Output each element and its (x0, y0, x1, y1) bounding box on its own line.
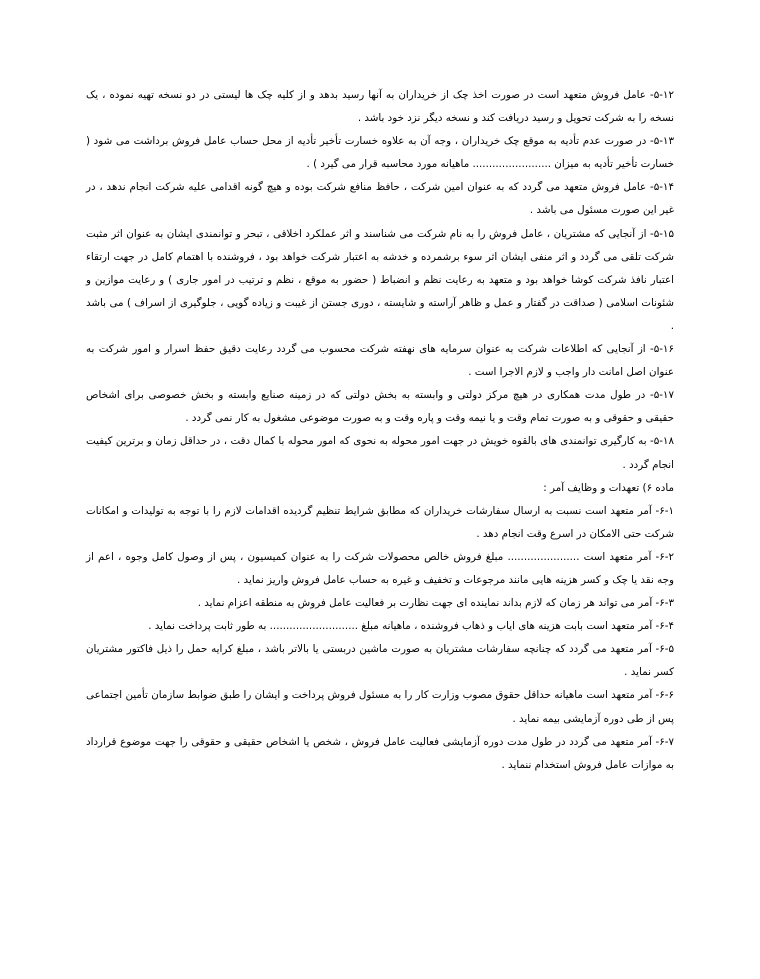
clause-6-7: ۶-۷- آمر متعهد می گردد در طول مدت دوره آزمایشی فعالیت عامل فروش ، شخص یا اشخاص حقیقی و حقوقی را جهت موضوع قرارداد به موازات عامل فروش استخدام ننماید . (86, 735, 674, 771)
article-6-heading: ماده ۶) تعهدات و وظایف آمر : (543, 481, 674, 494)
clause-6-6: ۶-۶- آمر متعهد است ماهیانه حداقل حقوق مصوب وزارت کار را به مسئول فروش پرداخت و ایشان را طبق ضوابط سازمان تأمین اجتماعی پس از طی دوره آزمایشی بیمه نماید . (86, 689, 674, 725)
clause-5-17: ۵-۱۷- در طول مدت همکاری در هیچ مرکز دولتی و وابسته به بخش دولتی که در زمینه صنایع وابسته و بخش خصوصی برای اشخاص حقیقی و حقوقی و به صورت تمام وقت و یا نیمه وقت و پاره وقت و به صورت موضوعی مشغول به کار نمی گردد . (86, 389, 674, 425)
clause-5-18: ۵-۱۸- به کارگیری توانمندی های بالقوه خویش در جهت امور محوله به نحوی که امور محوله با کمال دقت ، در حداقل زمان و برترین کیفیت انجام گردد . (86, 435, 674, 471)
clause-6-1: ۶-۱- آمر متعهد است نسبت به ارسال سفارشات خریداران که مطابق شرایط تنظیم گردیده اقدامات لازم را با توجه به تولیدات و امکانات شرکت حتی الامکان در اسرع وقت انجام دهد . (86, 504, 674, 540)
clause-5-15: ۵-۱۵- از آنجایی که مشتریان ، عامل فروش را به نام شرکت می شناسند و اثر عملکرد اخلاقی ، تبحر و توانمندی ایشان به عنوان اثر مثبت شرکت تلقی می گردد و اثر منفی ایشان اثر سوء برشمرده و خدشه به اعتبار شرکت خواهد بود ، فروشنده با اهتمام کامل در جهت ارتقاء اعتبار نافذ شرکت کوشا خواهد بود و متعهد به رعایت نظم و انضباط ( حضور به موقع ، نظم و ترتیب در امور جاری ) و رعایت موازین و شئونات اسلامی ( صداقت در گفتار و عمل و ظاهر آراسته و شایسته ، دوری جستن از غیبت و زیاده گویی ، جلوگیری از اسراف ) می باشد . (86, 227, 674, 332)
clause-5-13: ۵-۱۳- در صورت عدم تأدیه به موقع چک خریداران ، وجه آن به علاوه خسارت تأخیر تأدیه از محل حساب عامل فروش برداشت می شود ( خسارت تأخیر تأدیه به میزان ........................ ماهیانه مورد محاسبه قرار می گیرد ) . (86, 135, 674, 171)
clause-6-4: ۶-۴- آمر متعهد است بابت هزینه های ایاب و ذهاب فروشنده ، ماهیانه مبلغ ........................... به طور ثابت پرداخت نماید . (148, 620, 674, 633)
clause-6-5: ۶-۵- آمر متعهد می گردد که چنانچه سفارشات مشتریان به صورت ماشین دربستی یا بالاتر باشد ، مبلغ کرایه حمل را ذیل فاکتور مشتریان کسر نماید . (86, 643, 674, 679)
clause-5-12: ۵-۱۲- عامل فروش متعهد است در صورت اخذ چک از خریداران به آنها رسید بدهد و از کلیه چک ها لیستی در دو نسخه تهیه نموده ، یک نسخه را به شرکت تحویل و رسید دریافت کند و نسخه دیگر نزد خود باشد . (86, 89, 674, 125)
clause-5-14: ۵-۱۴- عامل فروش متعهد می گردد که به عنوان امین شرکت ، حافظ منافع شرکت بوده و هیچ گونه اقدامی علیه شرکت انجام ندهد ، در غیر این صورت مسئول می باشد . (86, 181, 674, 217)
clause-5-16: ۵-۱۶- از آنجایی که اطلاعات شرکت به عنوان سرمایه های نهفته شرکت محسوب می گردد رعایت دقیق حفظ اسرار و امور شرکت به عنوان اصل امانت دار واجب و لازم الاجرا است . (86, 343, 674, 379)
contract-text (86, 84, 674, 777)
clause-6-2: ۶-۲- آمر متعهد است ...................... مبلغ فروش خالص محصولات شرکت را به عنوان کمیسیون ، پس از وصول کامل وجوه ، اعم از وجه نقد یا چک و کسر هزینه هایی مانند مرجوعات و تخفیف و غیره به حساب عامل فروش واریز نماید . (86, 550, 674, 586)
clause-6-3: ۶-۳- آمر می تواند هر زمان که لازم بداند نماینده ای جهت نظارت بر فعالیت عامل فروش به منطقه اعزام نماید . (197, 597, 674, 610)
